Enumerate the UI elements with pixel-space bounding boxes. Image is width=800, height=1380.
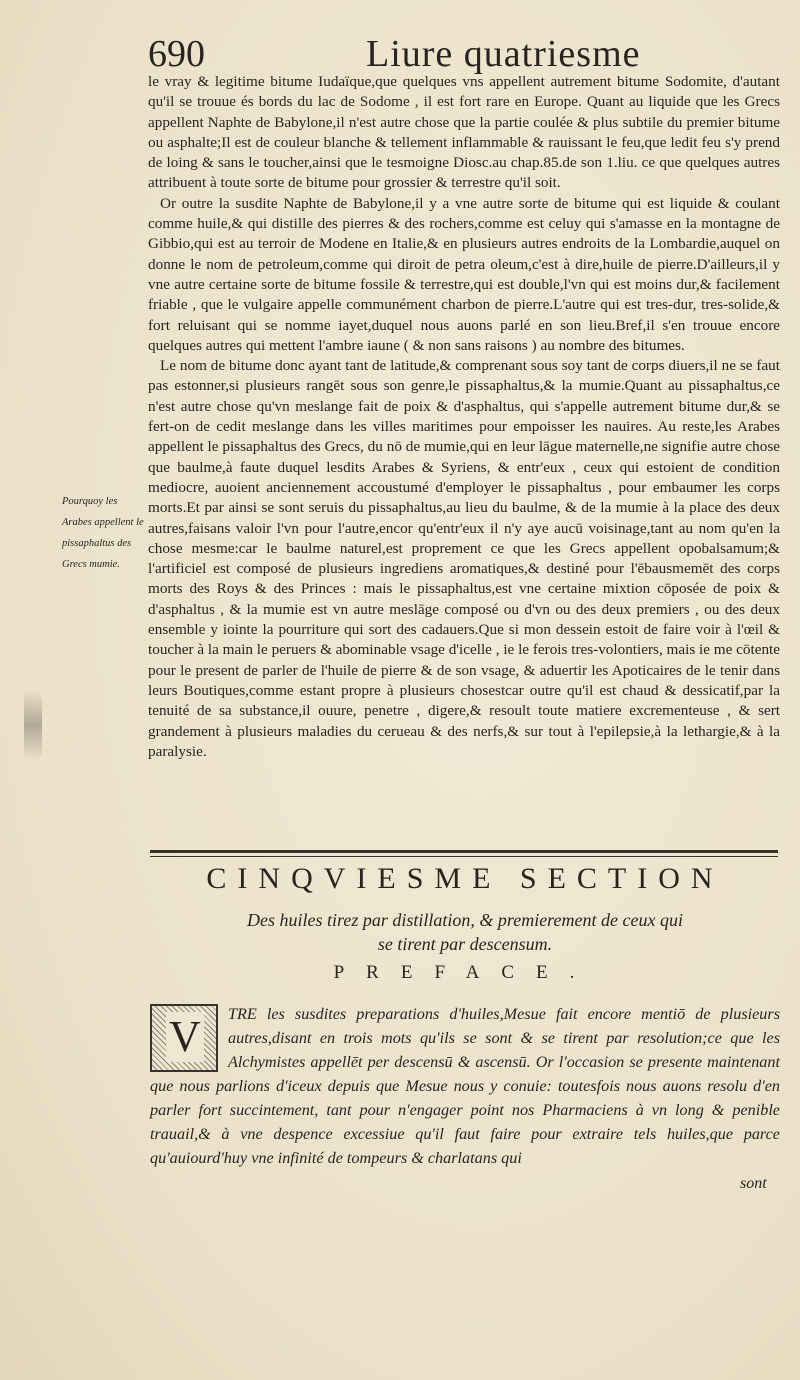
running-title: Liure quatriesme xyxy=(366,33,641,75)
section-rule-thin xyxy=(150,856,778,857)
page-stain xyxy=(24,690,42,760)
page-number: 690 xyxy=(148,33,205,75)
section-subtitle xyxy=(150,908,780,956)
paragraph: Le nom de bitume donc ayant tant de latitude,& comprenant sous soy tant de corps diuers,il ne se faut pas estonner,si plusieurs rangēt sous son genre,le pissaphaltus,& la mumie.Quant au pissaphaltus,ce n'est autre chose qu'vn meslange fait de poix & d'asphaltus, qui s'appelle autrement bitume dur,& se fert-on de cedit meslange dans les villes maritimes pour empoisser les nauires. Au reste,les Arabes appellent le pissaphaltus des Grecs, du nō de mumie,qui en leur lāgue maternelle,ne signifie autre chose que baulme,à faute duquel lesdits Arabes & Syriens, & entr'eux , ceux qui estoient de condition mediocre, auoient anciennement accoustumé d'employer le pissaphaltus , pour embaumer les corps morts.Et par ainsi se sont seruis du pissaphaltus,au lieu du baulme, & de la mumie à la place des deux autres,faisans valoir l'vn pour l'autre,encor qu'entr'eux il n'y aye aucū voisinage,tant au nom qu'en la chose mesme:car le baulme naturel,est proprement ce que les Grecs appellent opobalsamum;& l'artificiel est composé de plusieurs ingrediens aromatiques,& destiné pour l'ēbausmemēt des corps morts des Roys & des Princes : mais le pissaphaltus,est vne certaine mixtion cōposée de poix & d'asphaltus , & la mumie est vn autre meslāge composé ou d'vn ou des deux premiers , ou des deux ensemble y iointe la pourriture qui sort des cadauers.Que si mon dessein estoit de faire voir à l'œil & toucher à la main le peruers & abominable vsage d'icelle , ie le ferois tres-volontiers, mais ie me cōtente pour le present de parler de l'huile de pierre & de son vsage, & aduertir les Apoticaires de le tenir dans leurs Boutiques,comme estant propre à plusieurs chosestcar outre qu'il est chaud & dessicatif,par la tenuité de sa substance,il ouure, penetre , digere,& resoult toute matiere excrementeuse , & sert grandement à plusieurs maladies du cerueau & des nerfs,& sur tout à l'epilepsie,à la lethargie,& à la paralysie. xyxy=(148,357,780,760)
preface-paragraph: TRE les susdites preparations d'huiles,Mesue fait encore mentiō de plusieurs autres,disant en trois mots qu'ils se sont & se tirent par resolution;ce que les Alchymistes appellēt per descensū & ascensū. Or l'occasion se presente maintenant que nous parlions d'iceux depuis que Mesue nous y conuie: toutesfois nous auons resolu d'en parler fort succintement, tant pour n'engager point nos Pharmaciens à vn long & penible trauail,& à vne despence excessiue qu'il faut faire pour extraire tels huiles,que parce qu'auiourd'huy vne infinité de tompeurs & charlatans qui xyxy=(150,1005,780,1167)
catchword: sont xyxy=(740,1175,767,1192)
marginal-note: Pourquoy les Arabes appellent le pissaphaltus des Grecs mumie. xyxy=(62,496,144,570)
preface-text xyxy=(150,1002,780,1170)
section-subtitle-line: se tirent par descensum. xyxy=(377,934,553,954)
section-title: CINQVIESME SECTION xyxy=(206,862,724,895)
section-subtitle-line: Des huiles tirez par distillation, & premierement de ceux qui xyxy=(247,910,683,930)
decorated-initial xyxy=(150,1004,218,1072)
section-rule xyxy=(150,850,778,853)
main-text xyxy=(148,72,780,762)
paragraph: Or outre la susdite Naphte de Babylone,il y a vne autre sorte de bitume qui est liquide & coulant comme huile,& qui distille des pierres & des rochers,comme est celuy qui s'amasse en la montagne de Gibbio,qui est au terroir de Modene en Italie,& en plusieurs autres endroits de la Lombardie,auquel on donne le nom de petroleum,comme qui diroit de petra oleum,c'est à dire,huile de pierre.D'ailleurs,il y vne autre certaine sorte de bitume fossile & terrestre,qui est double,l'vn qui est moins dur,& facilement friable , que le vulgaire appelle communément charbon de pierre.L'autre qui est tres-dur, tres-solide,& fort reluisant qui se nomme iayet,duquel nous auons parlé en son lieu.Bref,il s'en trouue encore quelques autres qui mettent l'ambre iaune ( & non sans raisons ) au nombre des bitumes. xyxy=(148,194,780,354)
preface-heading: PREFACE. xyxy=(333,962,597,983)
initial-letter: V xyxy=(166,1012,204,1062)
paragraph: le vray & legitime bitume Iudaïque,que quelques vns appellent autrement bitume Sodomite, d'autant qu'il se trouue és bords du lac de Sodome , il est fort rare en Europe. Quant au liquide que les Grecs appellent Naphte de Babylone,il n'est autre chose que la partie coulée & plus subtile du premier bitume ou asphalte;Il est de couleur blanche & tellement inflammable & rauissant le feu,que ledit feu s'y prend de loing & sans le toucher,ainsi que le tesmoigne Diosc.au chap.85.de son 1.liu. ce que quelques autres attribuent à toute sorte de bitume pour grossier & terrestre qu'il soit. xyxy=(148,73,780,192)
